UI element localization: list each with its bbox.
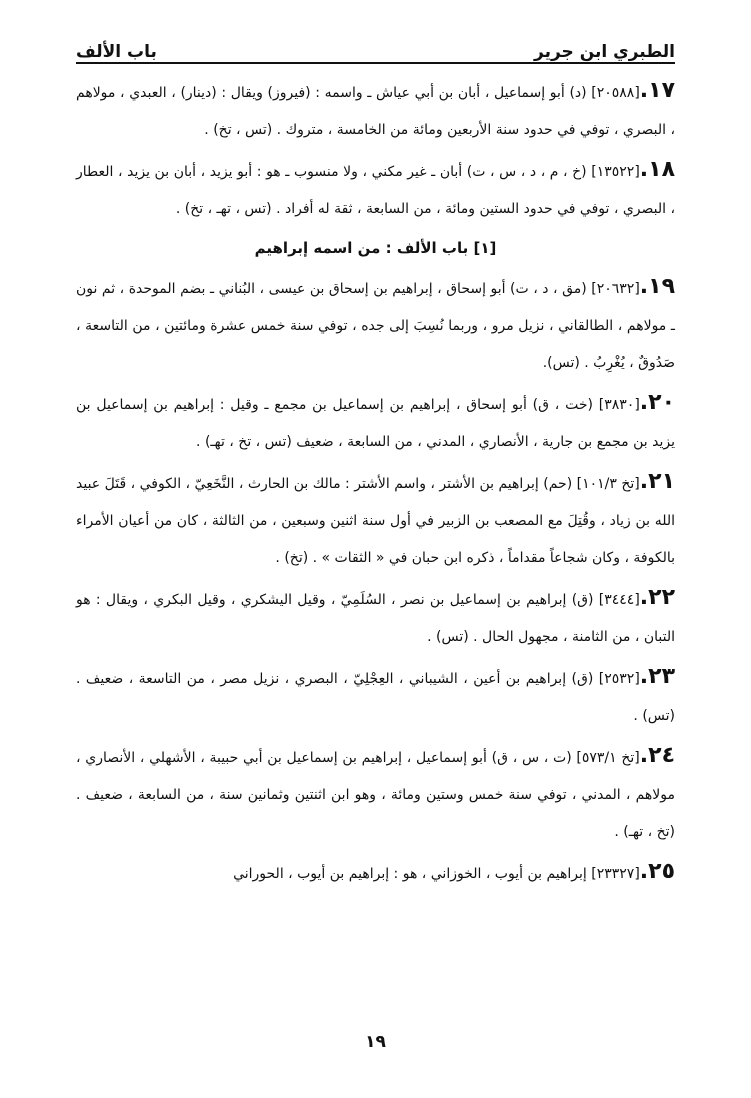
entry-text: [٢٠٦٣٢] (مق ، د ، ت) أبو إسحاق ، إبراهيم بن إسحاق بن عيسى ، البُناني ـ بضم الموحدة ، ثم نون ـ مولاهم ، الطالقاني ، نزيل مرو ، وربما نُسِبَ إلى جده ، توفي سنة خمس عشرة ومائتين ، من التاسعة ، صَدُوقٌ ، يُغْرِبُ . (تس). — [76, 281, 675, 371]
entry-number: ١٩. — [639, 274, 675, 299]
entry-text: [٢٣٣٢٧] إبراهيم بن أيوب ، الخوزاني ، هو : إبراهيم بن أيوب ، الحوراني — [233, 866, 640, 882]
running-header — [76, 28, 675, 64]
entry-24 — [76, 737, 675, 851]
entry-text: [٢٥٣٢] (ق) إبراهيم بن أعين ، الشيباني ، العِجْلِيّ ، البصري ، نزيل مصر ، من التاسعة ، ضعيف . (تس) . — [76, 671, 675, 724]
page-number: ١٩ — [365, 1032, 386, 1052]
entry-number: ١٧. — [639, 78, 675, 103]
entry-number: ٢٢. — [639, 585, 675, 610]
entry-number: ٢٥. — [639, 859, 675, 884]
entry-22 — [76, 579, 675, 656]
entry-number: ٢٤. — [639, 743, 675, 768]
entry-20 — [76, 384, 675, 461]
entry-text: [تخ ٥٧٣/١] (ت ، س ، ق) أبو إسماعيل ، إبراهيم بن إسماعيل بن أبي حبيبة ، الأشهلي ، الأنصاري ، مولاهم ، المدني ، توفي سنة خمس وستين ومائة ، وهو ابن اثنتين وثمانين سنة ، من السابعة ، ضعيف . (تخ ، تهـ) . — [76, 750, 675, 840]
entry-text: [١٣٥٢٢] (خ ، م ، د ، س ، ت) أبان ـ غير مكني ، ولا منسوب ـ هو : أبو يزيد ، أبان بن يزيد ، العطار ، البصري ، توفي في حدود الستين ومائة ، من السابعة ، ثقة له أفراد . (تس ، تهـ ، تخ) . — [76, 164, 675, 217]
entry-text: [٢٠٥٨٨] (د) أبو إسماعيل ، أبان بن أبي عياش ـ واسمه : (فيروز) ويقال : (دينار) ، العبدي ، مولاهم ، البصري ، توفي في حدود سنة الأربعين ومائة من الخامسة ، متروك . (تس ، تخ) . — [76, 85, 675, 138]
entry-17 — [76, 72, 675, 149]
entry-text: [٣٨٣٠] (خت ، ق) أبو إسحاق ، إبراهيم بن إسماعيل بن مجمع ـ وقيل : إبراهيم بن إسماعيل بن يزيد بن مجمع بن جارية ، الأنصاري ، المدني ، من السابعة ، ضعيف (تس ، تخ ، تهـ) . — [76, 397, 675, 450]
entry-number: ٢٣. — [639, 664, 675, 689]
entry-18 — [76, 151, 675, 228]
entry-number: ٢١. — [639, 469, 675, 494]
entry-25 — [76, 853, 675, 893]
entry-23 — [76, 658, 675, 735]
header-chapter-title: باب الألف — [76, 42, 157, 62]
header-book-title: الطبري ابن جرير — [534, 42, 675, 62]
entry-number: ١٨. — [639, 157, 675, 182]
entry-19 — [76, 268, 675, 382]
section-heading: [١] باب الألف : من اسمه إبراهيم — [254, 239, 497, 257]
entry-number: ٢٠. — [639, 390, 675, 415]
entry-text: [تخ ١٠١/٣] (حم) إبراهيم بن الأشتر ، واسم الأشتر : مالك بن الحارث ، النَّخَعِيّ ، الكوفي ، قَتَلَ عبيد الله بن زياد ، وقُتِلَ مع المصعب بن الزبير في أول سنة اثنين وسبعين ، من الثالثة ، كان من أعيان الأمراء بالكوفة ، وكان شجاعاً مقداماً ، ذكره ابن حبان في « الثقات » . (تخ) . — [76, 476, 675, 566]
entry-21 — [76, 463, 675, 577]
entry-text: [٣٤٤٤] (ق) إبراهيم بن إسماعيل بن نصر ، السُلَمِيّ ، وقيل اليشكري ، وقيل البكري ، ويقال : هو التبان ، من الثامنة ، مجهول الحال . (تس) . — [76, 592, 675, 645]
page-body — [76, 72, 675, 893]
